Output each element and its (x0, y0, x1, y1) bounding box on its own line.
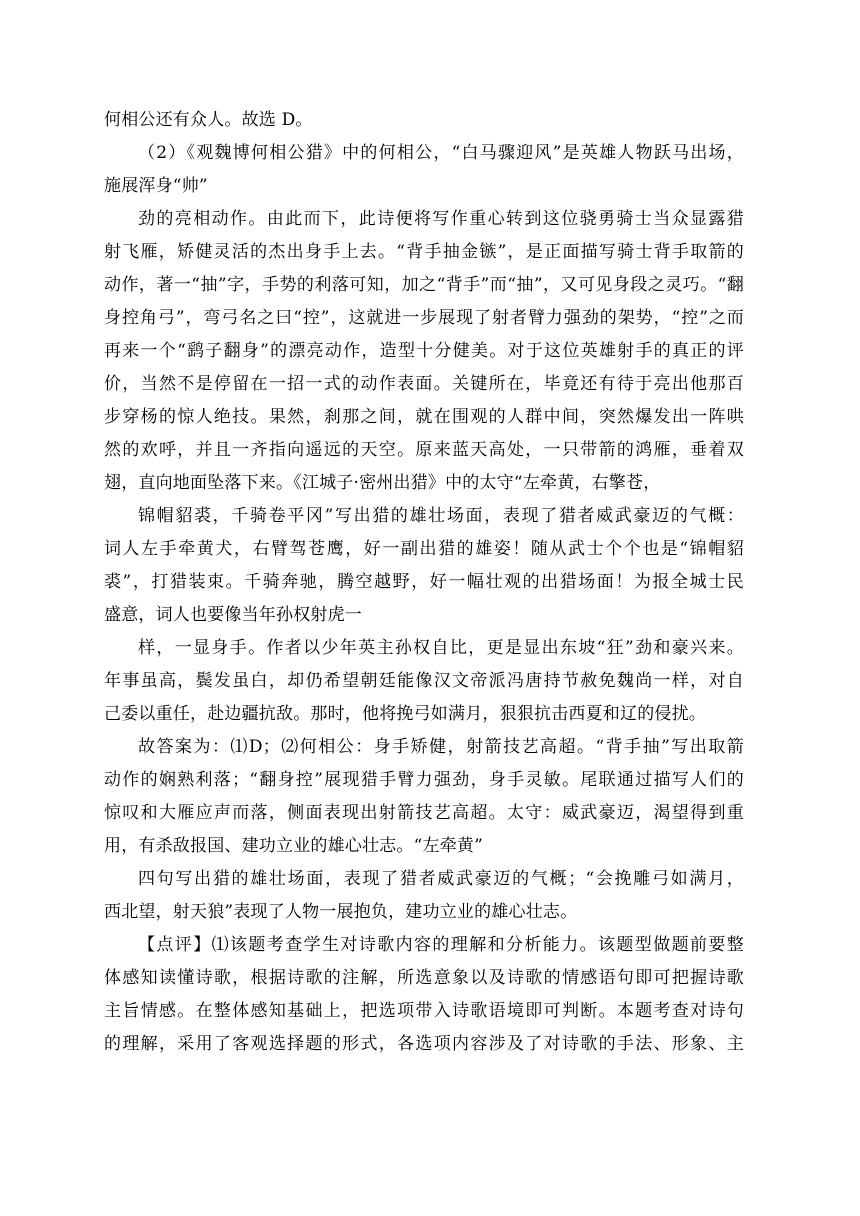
text-line: 样，一显身手。作者以少年英主孙权自比，更是显出东坡“狂”劲和豪兴来。 (138, 638, 744, 658)
text-line: 【点评】⑴该题考查学生对诗歌内容的理解和分析能力。该题型做题前要整 (138, 935, 744, 955)
text-line: 四句写出猎的雄壮场面，表现了猎者威武豪迈的气概；“会挽雕弓如满月， (138, 869, 744, 889)
text-line: 裘”，打猎装束。千骑奔驰，腾空越野，好一幅壮观的出猎场面！为报全城士民 (104, 572, 744, 592)
text-line: 射飞雁，矫健灵活的杰出身手上去。“背手抽金镞”，是正面描写骑士背手取箭的 (104, 242, 744, 262)
text-line: 故答案为：⑴D；⑵何相公：身手矫健，射箭技艺高超。“背手抽”写出取箭 (138, 737, 744, 757)
text-line: 劲的亮相动作。由此而下，此诗便将写作重心转到这位骁勇骑士当众显露猎 (138, 209, 744, 229)
text-line: 施展浑身“帅” (104, 176, 208, 196)
document-body (104, 104, 744, 1061)
text-line: 再来一个“鹞子翻身”的漂亮动作，造型十分健美。对于这位英雄射手的真正的评 (104, 341, 744, 361)
text-line: 何相公还有众人。故选 D。 (104, 110, 313, 130)
text-line: 惊叹和大雁应声而落，侧面表现出射箭技艺高超。太守：威武豪迈，渴望得到重 (104, 803, 744, 823)
text-line: 用，有杀敌报国、建功立业的雄心壮志。“左牵黄” (104, 836, 483, 856)
text-line: 步穿杨的惊人绝技。果然，刹那之间，就在围观的人群中间，突然爆发出一阵哄 (104, 407, 744, 427)
text-line: 价，当然不是停留在一招一式的动作表面。关键所在，毕竟还有待于亮出他那百 (104, 374, 744, 394)
text-line: 盛意，词人也要像当年孙权射虎一 (104, 605, 362, 625)
text-line: 己委以重任，赴边疆抗敌。那时，他将挽弓如满月，狠狠抗击西夏和辽的侵扰。 (104, 704, 706, 724)
text-line: 体感知读懂诗歌，根据诗歌的注解，所选意象以及诗歌的情感语句即可把握诗歌 (104, 968, 744, 988)
text-line: 年事虽高，鬓发虽白，却仍希望朝廷能像汉文帝派冯唐持节赦免魏尚一样，对自 (104, 671, 744, 691)
text-line: 锦帽貂裘，千骑卷平冈”写出猎的雄壮场面，表现了猎者威武豪迈的气概： (138, 506, 744, 526)
text-line: 西北望，射天狼”表现了人物一展抱负，建功立业的雄心壮志。 (104, 902, 578, 922)
text-line: 主旨情感。在整体感知基础上，把选项带入诗歌语境即可判断。本题考查对诗句 (104, 1001, 744, 1021)
text-line: 身控角弓”，弯弓名之曰“控”，这就进一步展现了射者臂力强劲的架势，“控”之而 (104, 308, 744, 328)
text-line: 的理解，采用了客观选择题的形式，各选项内容涉及了对诗歌的手法、形象、主 (104, 1034, 744, 1054)
text-line: 翅，直向地面坠落下来。《江城子·密州出猎》中的太守“左牵黄，右擎苍， (104, 473, 661, 493)
text-line: 动作的娴熟利落；“翻身控”展现猎手臂力强劲，身手灵敏。尾联通过描写人们的 (104, 770, 744, 790)
text-line: 然的欢呼，并且一齐指向遥远的天空。原来蓝天高处，一只带箭的鸿雁，垂着双 (104, 440, 744, 460)
text-line: 词人左手牵黄犬，右臂驾苍鹰，好一副出猎的雄姿！随从武士个个也是“锦帽貂 (104, 539, 744, 559)
text-line: 动作，著一“抽”字，手势的利落可知，加之“背手”而“抽”，又可见身段之灵巧。“翻 (104, 275, 744, 295)
text-line: （2）《观魏博何相公猎》中的何相公，“白马骤迎风”是英雄人物跃马出场， (138, 143, 744, 163)
